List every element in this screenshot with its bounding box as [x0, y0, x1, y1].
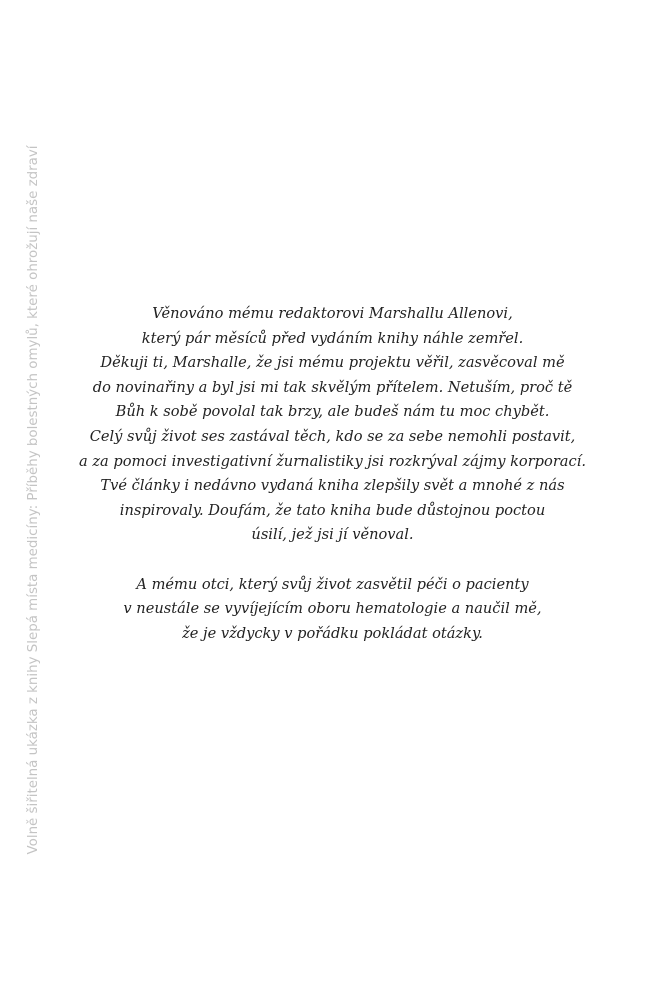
vertical-watermark: Volně šiřitelná ukázka z knihy Slepá místa medicíny: Příběhy bolestných omylů, které ohrožují naše zdraví [26, 145, 41, 855]
dedication-paragraph-marshall [60, 302, 605, 548]
dedication-line: do novinařiny a byl jsi mi tak skvělým přítelem. Netuším, proč tě [92, 378, 573, 396]
paragraph-spacer [60, 548, 605, 573]
dedication-block [60, 302, 605, 646]
dedication-line: Děkuji ti, Marshalle, že jsi mému projektu věřil, zasvěcoval mě [100, 354, 565, 372]
dedication-line: že je vždycky v pořádku pokládat otázky. [182, 624, 483, 642]
dedication-line: inspirovaly. Doufám, že tato kniha bude důstojnou poctou [119, 501, 546, 519]
dedication-line: Tvé články i nedávno vydaná kniha zlepšily svět a mnohé z nás [100, 477, 565, 495]
dedication-line: v neustále se vyvíjejícím oboru hematologie a naučil mě, [123, 600, 542, 618]
dedication-line: úsilí, jež jsi jí věnoval. [251, 526, 414, 544]
dedication-line: který pár měsíců před vydáním knihy náhle zemřel. [141, 329, 524, 347]
dedication-line: Věnováno mému redaktorovi Marshallu Allenovi, [152, 305, 513, 322]
dedication-line: Bůh k sobě povolal tak brzy, ale budeš nám tu moc chybět. [115, 403, 550, 421]
dedication-paragraph-father [60, 573, 605, 647]
dedication-line: A mému otci, který svůj život zasvětil péči o pacienty [136, 575, 529, 593]
dedication-line: a za pomoci investigativní žurnalistiky jsi rozkrýval zájmy korporací. [79, 452, 586, 470]
dedication-line: Celý svůj život ses zastával těch, kdo se za sebe nemohli postavit, [89, 427, 576, 445]
